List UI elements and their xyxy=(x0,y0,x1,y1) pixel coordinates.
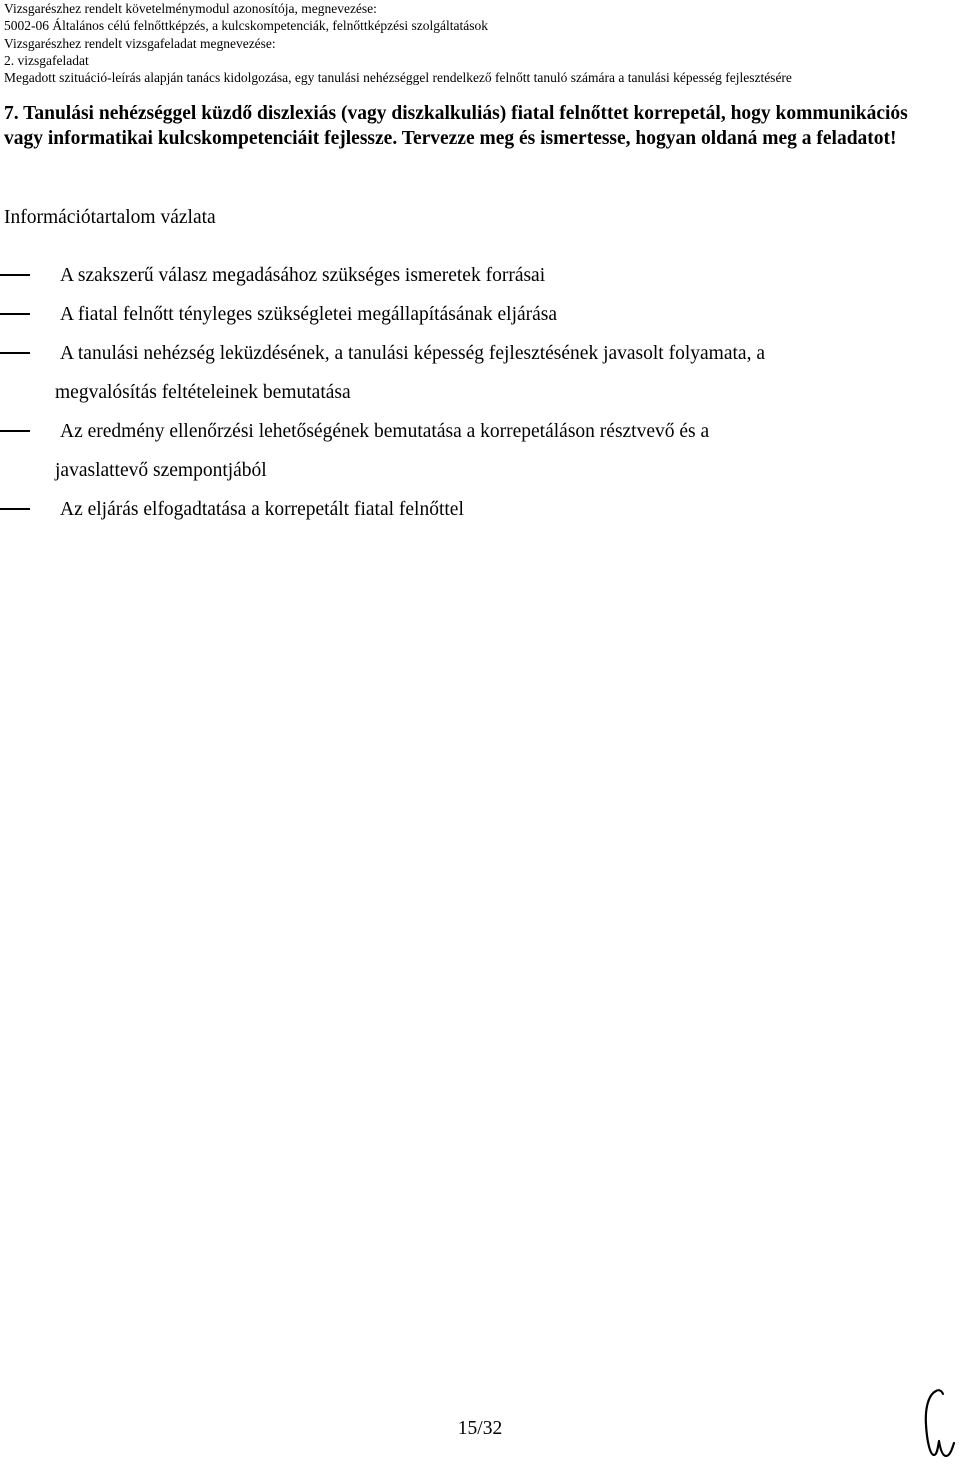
outline-list xyxy=(0,256,960,529)
outline-item-text: A tanulási nehézség leküzdésének, a tanulási képesség fejlesztésének javasolt folyamata, a xyxy=(60,343,765,364)
dash-bullet-icon xyxy=(0,274,30,276)
handwritten-initials-icon xyxy=(918,1385,958,1464)
dash-bullet-icon xyxy=(0,313,30,315)
header-line-task-number: 2. vizsgafeladat xyxy=(4,52,89,68)
outline-item-text: Az eljárás elfogadtatása a korrepetált fiatal felnőttel xyxy=(60,499,464,520)
header-line-module-label: Vizsgarészhez rendelt követelménymodul azonosítója, megnevezése: xyxy=(4,1,377,16)
page-number: 15/32 xyxy=(457,1418,503,1439)
dash-bullet-icon xyxy=(0,508,30,510)
outline-item xyxy=(0,256,960,295)
outline-item xyxy=(0,295,960,334)
outline-item xyxy=(0,490,960,529)
outline-item-text: A fiatal felnőtt tényleges szükségletei megállapításának eljárása xyxy=(60,304,558,325)
outline-item-continuation: megvalósítás feltételeinek bemutatása xyxy=(55,382,351,403)
dash-bullet-icon xyxy=(0,352,30,354)
dash-bullet-icon xyxy=(0,430,30,432)
outline-item-text: A szakszerű válasz megadásához szükséges ismeretek forrásai xyxy=(60,265,546,286)
header-line-task-label: Vizsgarészhez rendelt vizsgafeladat megnevezése: xyxy=(4,35,276,51)
task-title: 7. Tanulási nehézséggel küzdő diszlexiás (vagy diszkalkuliás) fiatal felnőttet korrepetál, hogy kommunikációs vagy informatikai kulcskompetenciáit fejlessze. Tervezze meg és ismertesse, hogyan oldaná meg a feladatot! xyxy=(4,103,908,149)
header-line-module-name: 5002-06 Általános célú felnőttképzés, a kulcskompetenciák, felnőttképzési szolgáltatások xyxy=(4,18,488,34)
outline-heading: Információtartalom vázlata xyxy=(4,207,216,228)
outline-item xyxy=(0,412,960,490)
outline-item xyxy=(0,334,960,412)
document-header xyxy=(4,0,956,86)
outline-item-text: Az eredmény ellenőrzési lehetőségének bemutatása a korrepetáláson résztvevő és a xyxy=(60,421,710,442)
outline-item-continuation: javaslattevő szempontjából xyxy=(55,460,267,481)
header-line-task-description: Megadott szituáció-leírás alapján tanács kidolgozása, egy tanulási nehézséggel rendelkező felnőtt tanuló számára a tanulási képesség fejlesztésére xyxy=(4,70,792,86)
